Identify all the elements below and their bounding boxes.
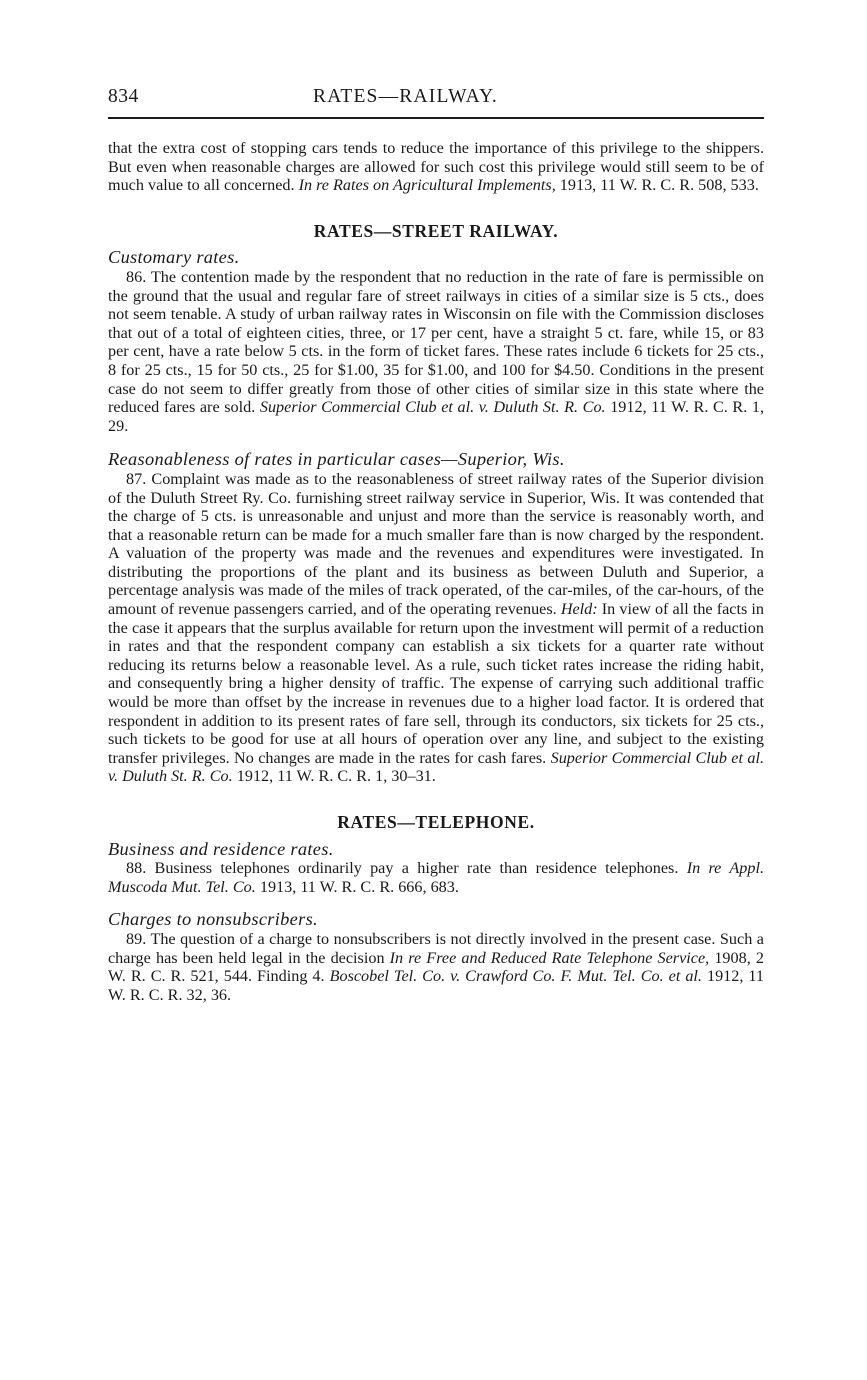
paragraph-87-text-b: In view of all the facts in the case it appears that the surplus available for return upon the investment will permit of a reduction in rates and that the respondent company can establish a six tickets for a quarter rate without reducing its returns below a reasonable level. As a rule, such ticket rates increase the riding habit, and consequently bring a higher density of traffic. The expense of carrying such additional traffic would be more than offset by the increase in revenues due to a higher load factor. It is ordered that respondent in addition to its present rates of fare sell, through its conductors, six tickets for 25 cts., such tickets to be good for use at all hours of operation over any line, and subject to the existing transfer privileges. No changes are made in the rates for cash fares. <box>108 600 764 767</box>
paragraph-87 <box>108 470 764 786</box>
section-heading-telephone: RATES—TELEPHONE. <box>337 812 535 832</box>
paragraph-86-text: 86. The contention made by the respondent that no reduction in the rate of fare is permissible on the ground that the usual and regular fare of street railways in cities of a similar size is 5 cts., does not seem tenable. A study of urban railway rates in Wisconsin on file with the Commission discloses that out of a total of eighteen cities, three, or 17 per cent, have a straight 5 ct. fare, while 15, or 83 per cent, have a rate below 5 cts. in the form of ticket fares. These rates include 6 tickets for 25 cts., 8 for 25 cts., 15 for 50 cts., 25 for $1.00, 35 for $1.00, and 100 for $4.50. Conditions in the present case do not seem to differ greatly from those of other cities of similar size in this state where the reduced fares are sold. <box>108 267 764 417</box>
subheading-reasonableness: Reasonableness of rates in particular cases—Superior, Wis. <box>108 449 565 470</box>
page-body <box>108 114 764 1004</box>
paragraph-89-citation2-ref: 1912, 11 W. R. C. R. 32, 36. <box>108 967 765 1004</box>
header-rule <box>108 117 764 119</box>
subheading-business-residence: Business and residence rates. <box>108 838 334 859</box>
paragraph-87-text-a: 87. Complaint was made as to the reasonableness of street railway rates of the Superior division of the Duluth Street Ry. Co. furnishing street railway service in Superior, Wis. It was contended that the charge of 5 cts. is unreasonable and unjust and more than the service is reasonably worth, and that a reasonable return can be made for a much smaller fare than is now charged by the respondent. A valuation of the property was made and the revenues and expenditures were investigated. In distributing the proportions of the plant and its business as between Duluth and Superior, a percentage analysis was made of the miles of track operated, of the car-miles, of the car-hours, of the amount of revenue passengers carried, and of the operating revenues. <box>108 469 764 619</box>
running-title: RATES—RAILWAY. <box>313 86 498 107</box>
intro-citation-case: In re Rates on Agricultural Implements, <box>298 176 556 195</box>
paragraph-86 <box>108 268 764 435</box>
intro-citation-ref: 1913, 11 W. R. C. R. 508, 533. <box>555 176 759 195</box>
document-page <box>108 84 764 1004</box>
paragraph-88-citation-ref: 1913, 11 W. R. C. R. 666, 683. <box>255 877 459 896</box>
paragraph-89-text: 89. The question of a charge to nonsubscribers is not directly involved in the present case. Such a charge has been held legal in the decision <box>108 929 764 967</box>
subheading-nonsubscribers: Charges to nonsubscribers. <box>108 909 318 930</box>
paragraph-88-citation-case: In re Appl. Muscoda Mut. Tel. Co. <box>108 859 764 896</box>
intro-text: that the extra cost of stopping cars tends to reduce the importance of this privilege to the shippers. But even when reasonable charges are allowed for such cost this privilege would still seem to be of much value to all concerned. <box>108 139 764 195</box>
paragraph-89-citation2-case: Boscobel Tel. Co. v. Crawford Co. F. Mut. Tel. Co. et al. <box>329 967 702 986</box>
page-number: 834 <box>108 86 139 107</box>
section-heading-street-railway: RATES—STREET RAILWAY. <box>313 220 559 241</box>
paragraph-86-citation-case: Superior Commercial Club et al. v. Duluth St. R. Co. <box>259 398 606 417</box>
paragraph-87-citation-ref: 1912, 11 W. R. C. R. 1, 30–31. <box>232 767 436 786</box>
paragraph-87-held-label: Held: <box>560 600 598 619</box>
paragraph-89 <box>108 930 764 1004</box>
subheading-customary-rates: Customary rates. <box>108 247 240 268</box>
paragraph-89-citation1-case: In re Free and Reduced Rate Telephone Service, <box>389 948 710 967</box>
paragraph-88-text: 88. Business telephones ordinarily pay a higher rate than residence telephones. <box>126 859 687 878</box>
paragraph-89-citation1-ref: 1908, 2 W. R. C. R. 521, 544. Finding 4. <box>108 948 764 986</box>
paragraph-87-citation-case: Superior Commercial Club et al. v. Duluth St. R. Co. <box>108 748 764 786</box>
paragraph-88 <box>108 859 764 896</box>
paragraph-86-citation-ref: 1912, 11 W. R. C. R. 1, 29. <box>108 398 764 435</box>
running-header <box>108 84 764 114</box>
intro-paragraph <box>108 139 764 195</box>
